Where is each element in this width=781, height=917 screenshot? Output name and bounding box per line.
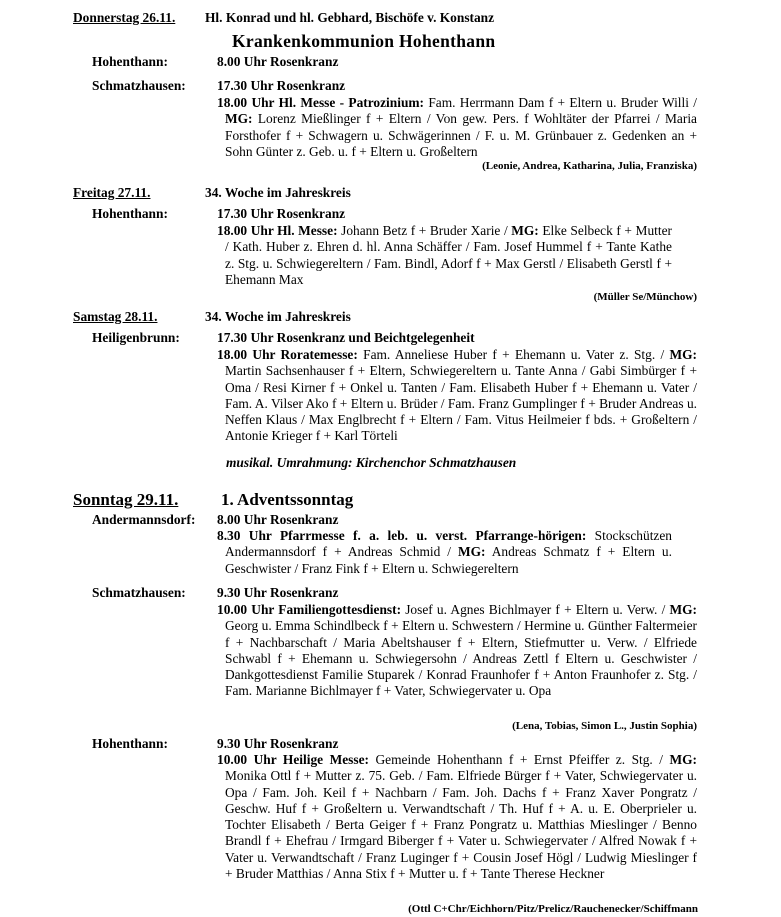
krankenkommunion-heading: Krankenkommunion Hohenthann: [232, 31, 496, 51]
intention-text: Martin Sachsenhauser f + Eltern, Schwiegereltern u. Tante Anna / Gabi Simbürger f + Oma / Resi Kirner f + Onkel u. Tanten / Fam. Elisabeth Huber f + Ehemann u. Vater / Fam. A. Vilser Ako f + Eltern u. Brüder / Fam. Franz Gumplinger f + Bruder Andreas u. Neffen Klaus / Max Englbrecht f + Eltern / Fam. Vitus Heilmeier f bds. + Großeltern / Antonie Krieger f + Karl Törteli: [225, 363, 697, 444]
place-label: Hohenthann:: [92, 736, 168, 751]
day-date-friday: Freitag 27.11.: [73, 185, 151, 200]
service-title: 10.00 Uhr Familiengottesdienst:: [217, 602, 402, 617]
place-label: Heiligenbrunn:: [92, 330, 180, 345]
place-label: Schmatzhausen:: [92, 585, 186, 600]
place-label: Andermannsdorf:: [92, 512, 196, 527]
mass-intentions: [217, 223, 672, 288]
intention-text: Fam. Anneliese Huber f + Ehemann u. Vater z. Stg. /: [357, 347, 670, 362]
day-title-thursday: Hl. Konrad und hl. Gebhard, Bischöfe v. Konstanz: [205, 10, 495, 25]
day-title-sunday: 1. Adventssonntag: [221, 490, 354, 509]
mg-label: MG:: [457, 544, 486, 560]
place-label: Hohenthann:: [92, 54, 168, 69]
service-title: 18.00 Uhr Hl. Messe:: [217, 223, 338, 238]
mg-label: MG:: [669, 752, 697, 767]
ministrant-credit: (Leonie, Andrea, Katharina, Julia, Franziska): [482, 160, 697, 172]
place-label: Hohenthann:: [92, 206, 168, 221]
day-title-saturday: 34. Woche im Jahreskreis: [205, 309, 351, 324]
intention-text: Andreas Schmatz f + Eltern u. Geschwister / Franz Fink f + Eltern u. Schwiegereltern: [225, 544, 672, 576]
mg-label: MG:: [669, 602, 697, 617]
intention-text: Stockschützen Andermannsdorf f + Andreas Schmid /: [225, 528, 673, 560]
service-title: 8.30 Uhr Pfarrmesse f. a. leb. u. verst. Pfarrange-hörigen:: [217, 528, 587, 543]
intention-text: Lorenz Mießlinger f + Eltern / Von gew. Pers. f Wohltäter der Pfarrei / Maria Forsthofer f + Schwagern u. Schwägerinnen / F. u. M. Grünbauer z. Gedenken an + Sohn Günter z. Geb. u. f + Eltern u. Großeltern: [225, 111, 697, 159]
first-service: 17.30 Uhr Rosenkranz: [217, 78, 346, 93]
first-service: 17.30 Uhr Rosenkranz: [217, 206, 346, 221]
ministrant-credit: (Ottl C+Chr/Eichhorn/Pitz/Prelicz/Rauchenecker/Schiffmann: [408, 903, 698, 915]
service-title: 10.00 Uhr Heilige Messe:: [217, 752, 369, 767]
first-service: 8.00 Uhr Rosenkranz: [217, 512, 339, 527]
place-label: Schmatzhausen:: [92, 78, 186, 93]
intention-text: Josef u. Agnes Bichlmayer f + Eltern u. Verw. /: [401, 602, 670, 617]
intention-text: Georg u. Emma Schindlbeck f + Eltern u. Schwestern / Hermine u. Günther Faltermeier f + Nachbarschaft / Maria Abeltshauser f + Eltern, Stiefmutter u. Verw. / Elfriede Schwabl f + Ehemann u. Schwiegersohn / Andreas Zettl f Eltern u. Geschwister / Dankgottesdienst Familie Stuparek / Konrad Fraunhofer f + Anton Fraunhofer z. Stg. / Fam. Marianne Bichlmayer f + Vater, Schwiegervater u. Opa: [225, 618, 697, 699]
mg-label: MG:: [225, 111, 253, 127]
mass-intentions: [217, 752, 697, 882]
mg-label: MG:: [511, 223, 539, 238]
mass-intentions: [217, 528, 673, 577]
ministrant-credit: (Müller Se/Münchow): [593, 291, 697, 303]
mass-intentions: [217, 347, 697, 445]
first-service: 17.30 Uhr Rosenkranz und Beichtgelegenheit: [217, 330, 475, 345]
day-date-thursday: Donnerstag 26.11.: [73, 10, 176, 25]
service-title: 18.00 Uhr Hl. Messe - Patrozinium:: [217, 95, 425, 110]
service-title: 18.00 Uhr Roratemesse:: [217, 347, 358, 362]
intention-text: Johann Betz f + Bruder Xarie /: [337, 223, 512, 238]
intention-text: Elke Selbeck f + Mutter / Kath. Huber z. Ehren d. hl. Anna Schäffer / Fam. Josef Hummel f + Tante Kathe z. Stg. u. Schwiegereltern / Fam. Bindl, Adorf f + Max Gerstl / Elisabeth Gerstl f + Ehemann Max: [225, 223, 672, 287]
first-service: 9.30 Uhr Rosenkranz: [217, 585, 339, 600]
mass-intentions: [217, 95, 697, 160]
first-service: 9.30 Uhr Rosenkranz: [217, 736, 339, 751]
day-date-saturday: Samstag 28.11.: [73, 309, 158, 324]
intention-text: Monika Ottl f + Mutter z. 75. Geb. / Fam. Elfriede Bürger f + Vater, Schwiegervater u. Opa / Fam. Joh. Keil f + Nachbarn / Fam. Joh. Dachs f + Franz Xaver Pongratz / Geschw. Huf f + Großeltern u. Verwandtschaft / Th. Huf f + A. u. E. Oberprieler u. Tochter Elisabeth / Berta Geiger f + Franz Pongratz u. Matthias Mieslinger / Benno Brandl f + Ehefrau / Irmgard Biberger f + Vater u. Schwiegervater / Alfred Nowak f + Vater u. Verwandtschaft / Franz Luginger f + Cousin Josef Högl / Ludwig Mieslinger f + Bruder Matthias / Anna Stix f + Mutter u. f + Tante Therese Heckner: [225, 768, 697, 882]
day-date-sunday: Sonntag 29.11.: [73, 490, 179, 509]
music-note: musikal. Umrahmung: Kirchenchor Schmatzhausen: [226, 455, 517, 470]
first-service: 8.00 Uhr Rosenkranz: [217, 54, 339, 69]
mass-intentions: [217, 602, 697, 700]
ministrant-credit: (Lena, Tobias, Simon L., Justin Sophia): [512, 720, 697, 732]
mg-label: MG:: [669, 347, 697, 362]
intention-text: Fam. Herrmann Dam f + Eltern u. Bruder Willi /: [424, 95, 697, 110]
day-title-friday: 34. Woche im Jahreskreis: [205, 185, 351, 200]
intention-text: Gemeinde Hohenthann f + Ernst Pfeiffer z. Stg. /: [368, 752, 670, 767]
